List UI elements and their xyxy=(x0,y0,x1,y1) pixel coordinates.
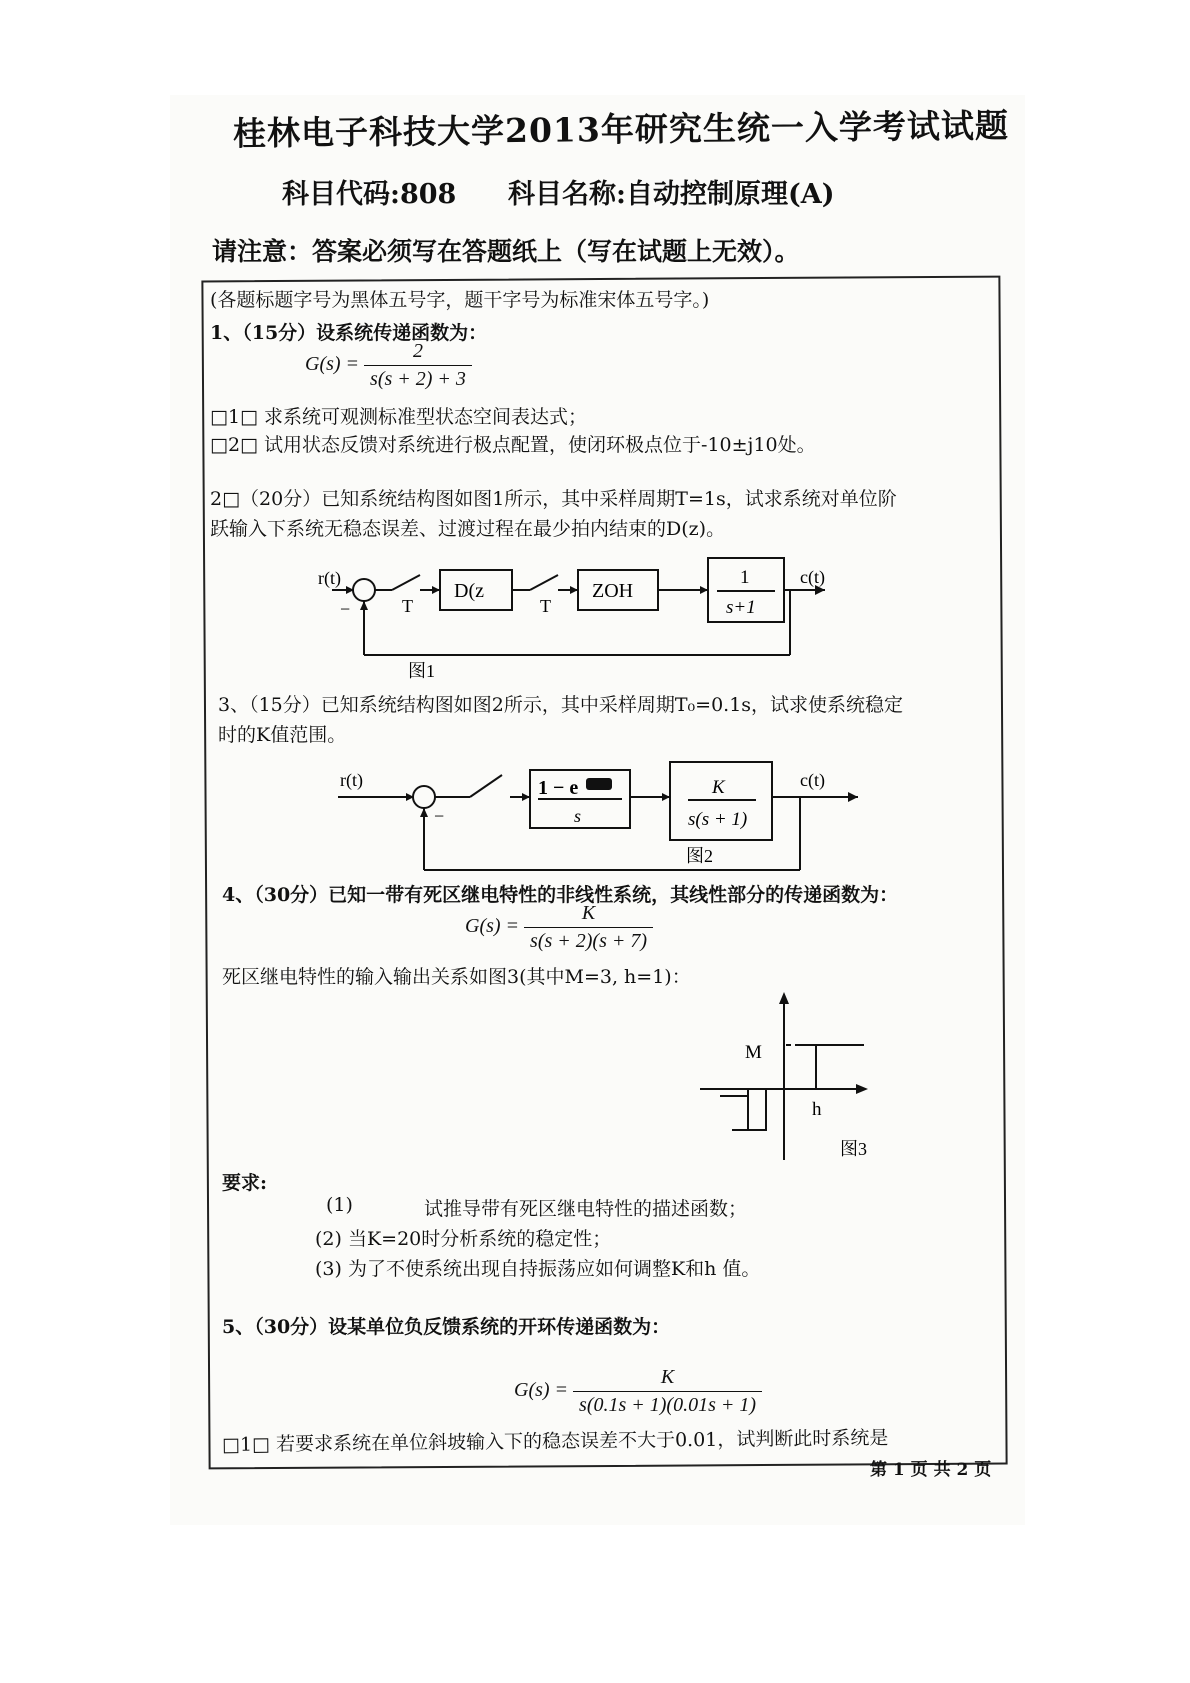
q1-stem: 1、（15分）设系统传递函数为： xyxy=(210,322,488,344)
fig2-input-label: r(t) xyxy=(340,770,363,790)
fig2-hold-den: s xyxy=(574,806,582,826)
fig1-T1-label: T xyxy=(402,596,413,616)
q1-denominator: s(s + 2) + 3 xyxy=(364,365,472,391)
fig3-caption: 图3 xyxy=(840,1139,867,1159)
q4-formula-lhs: G(s) = xyxy=(465,915,520,938)
q4-denominator: s(s + 2)(s + 7) xyxy=(524,927,653,953)
notice: 请注意：答案必须写在答题纸上（写在试题上无效）。 xyxy=(212,237,800,266)
fig3-M-label: M xyxy=(745,1042,762,1063)
intro-note: (各题标题字号为黑体五号字，题干字号为标准宋体五号字。) xyxy=(210,289,710,311)
q4-relay-text: 死区继电特性的输入输出关系如图3(其中M=3, h=1)： xyxy=(222,966,691,988)
q5-denominator: s(0.1s + 1)(0.01s + 1) xyxy=(573,1391,762,1417)
subject-code: 科目代码:808 xyxy=(282,179,457,210)
fig2-output-label: c(t) xyxy=(800,770,825,790)
fig1-plant-num: 1 xyxy=(740,567,750,588)
q5-formula xyxy=(514,1366,762,1417)
q1-part-2: □2□ 试用状态反馈对系统进行极点配置，使闭环极点位于-10±j10处。 xyxy=(210,434,816,456)
fig2-plant-num: K xyxy=(712,777,725,798)
q4-numerator: K xyxy=(581,902,596,924)
q4-req-1-text: 试推导带有死区继电特性的描述函数； xyxy=(424,1198,748,1220)
fig2-hold-num: 1 − e xyxy=(538,777,579,799)
subject-name: 科目名称:自动控制原理(A) xyxy=(508,179,835,210)
fig3-relay-positive-branch xyxy=(795,1045,816,1089)
fig3-h-label: h xyxy=(812,1099,822,1120)
fig2-minus-sign: − xyxy=(434,806,445,826)
fig1-T2-label: T xyxy=(540,596,551,616)
fig1-input-label: r(t) xyxy=(318,568,341,588)
q4-req-3: (3) 为了不使系统出现自持振荡应如何调整K和h 值。 xyxy=(315,1258,761,1280)
fig1-plant-den: s+1 xyxy=(726,597,756,618)
fig2-plant-den: s(s + 1) xyxy=(688,809,748,830)
fig3-relay-negative-branch xyxy=(748,1089,766,1130)
q5-formula-lhs: G(s) = xyxy=(514,1379,569,1402)
q3-line-2: 时的K值范围。 xyxy=(218,724,347,746)
q2-line-2: 跃输入下系统无稳态误差、过渡过程在最少拍内结束的D(z)。 xyxy=(210,518,726,540)
fig1-dz-label: D(z xyxy=(454,580,484,602)
q3-line-1: 3、（15分）已知系统结构图如图2所示，其中采样周期T₀=0.1s，试求使系统稳定 xyxy=(218,694,904,716)
q4-requirements-label: 要求: xyxy=(222,1172,268,1194)
q5-fraction xyxy=(573,1366,762,1417)
q4-req-1-number: (1) xyxy=(326,1194,353,1216)
q4-stem: 4、（30分）已知一带有死区继电特性的非线性系统，其线性部分的传递函数为： xyxy=(222,884,899,906)
fig1-output-label: c(t) xyxy=(800,567,825,587)
q2-line-1: 2□（20分）已知系统结构图如图1所示，其中采样周期T=1s，试求系统对单位阶 xyxy=(210,488,897,510)
fig1-zoh-label: ZOH xyxy=(592,580,634,602)
q1-formula-lhs: G(s) = xyxy=(305,353,360,376)
q5-stem: 5、（30分）设某单位负反馈系统的开环传递函数为： xyxy=(222,1316,671,1338)
exam-title: 桂林电子科技大学2013年研究生统一入学考试试题 xyxy=(232,105,1010,153)
page-footer: 第 1 页 共 2 页 xyxy=(870,1460,992,1480)
fig1-caption: 图1 xyxy=(408,661,435,681)
q4-req-2: (2) 当K=20时分析系统的稳定性； xyxy=(315,1228,612,1250)
fig1-minus-sign: − xyxy=(340,599,351,619)
q5-part-1: □1□ 若要求系统在单位斜坡输入下的稳态误差不大于0.01，试判断此时系统是 xyxy=(221,1427,889,1456)
q1-part-1: □1□ 求系统可观测标准型状态空间表达式； xyxy=(210,406,588,428)
q1-numerator: 2 xyxy=(412,340,423,362)
q5-numerator: K xyxy=(660,1366,675,1388)
fig2-caption: 图2 xyxy=(686,846,713,866)
